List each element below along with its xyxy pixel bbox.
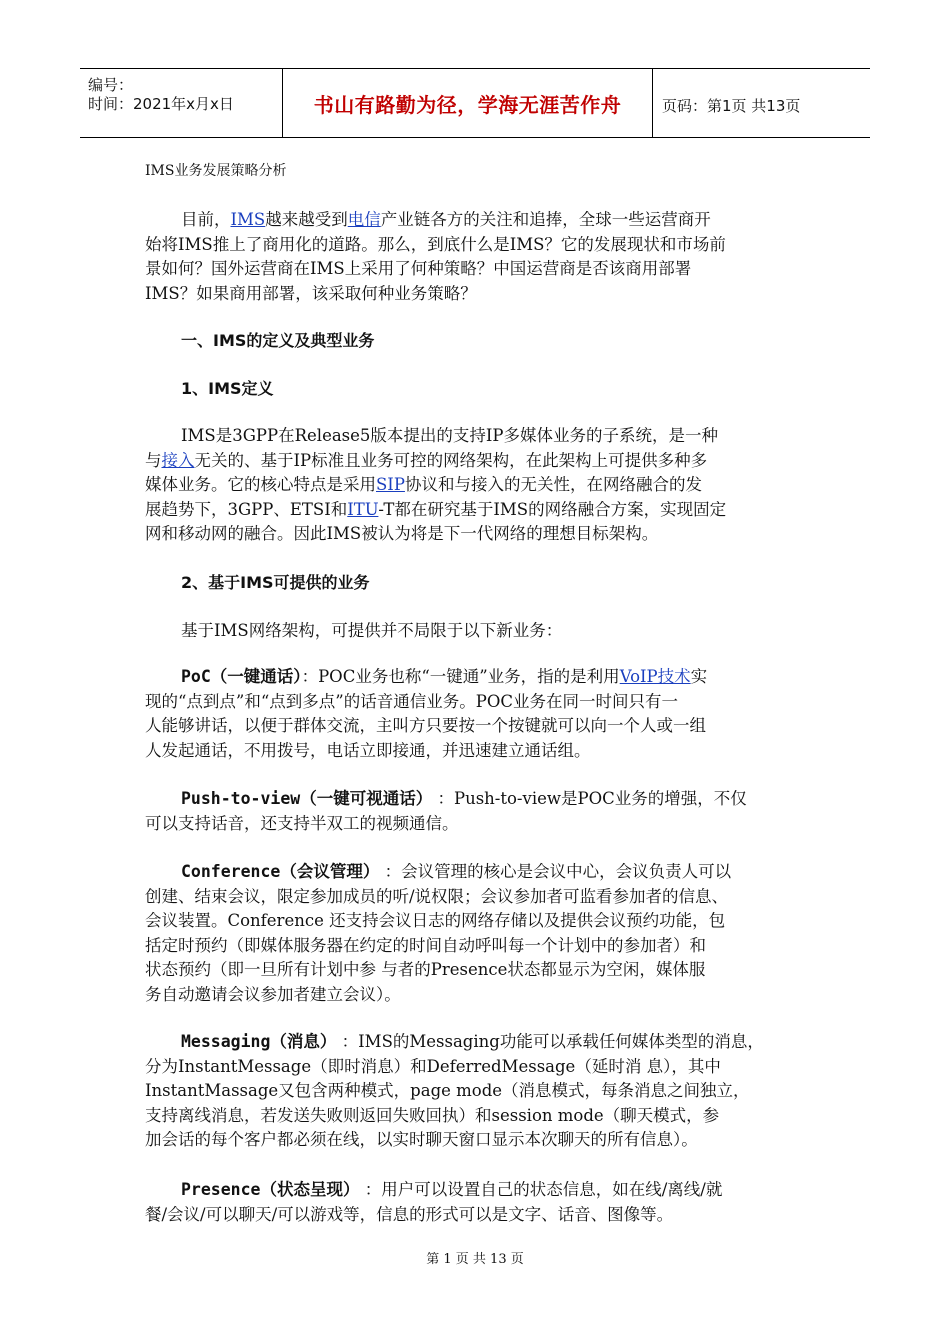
- text-line: 务自动邀请会议参加者建立会议）。: [145, 984, 401, 1004]
- time-label: 时间：2021年x月x日: [88, 95, 234, 113]
- header-meta-cell: [80, 69, 281, 137]
- text-line: 支持离线消息，若发送失败则返回失败回执）和session mode（聊天模式，参: [145, 1105, 720, 1125]
- definition-paragraph: [145, 424, 810, 547]
- subsection-heading: 2、基于IMS可提供的业务: [181, 573, 370, 592]
- document-title: IMS业务发展策略分析: [145, 163, 287, 179]
- text-line: [145, 860, 810, 885]
- text-line: IMS？如果商用部署，该采取何种业务策略？: [145, 283, 477, 303]
- header-motto-cell: [282, 69, 653, 137]
- ptv-term: Push-to-view（一键可视通话）: [181, 789, 433, 808]
- text-line: [145, 1030, 810, 1055]
- subsection-heading: 1、IMS定义: [181, 379, 274, 398]
- presence-term: Presence（状态呈现）: [181, 1180, 360, 1199]
- text-run: 实: [690, 667, 708, 686]
- text-line: 网和移动网的融合。因此IMS被认为将是下一代网络的理想目标架构。: [145, 524, 659, 543]
- services-intro: 基于IMS网络架构，可提供并不局限于以下新业务：: [181, 621, 563, 640]
- page-info: 页码：第1页 共13页: [662, 97, 801, 115]
- text-line: 创建、结束会议，限定参加成员的听/说权限；会议参加者可监看参加者的信息、: [145, 886, 729, 906]
- text-line: 景如何？国外运营商在IMS上采用了何种策略？中国运营商是否该商用部署: [145, 259, 692, 278]
- text-line: [145, 449, 810, 474]
- text-line: [145, 1178, 810, 1203]
- text-line: 括定时预约（即媒体服务器在约定的时间自动呼叫每一个计划中的参加者）和: [145, 935, 706, 955]
- text-line: [145, 473, 810, 498]
- sip-link[interactable]: SIP: [376, 475, 405, 494]
- text-run: ：Push-to-view是POC业务的增强，不仅: [432, 789, 747, 808]
- poc-paragraph: [145, 665, 810, 763]
- text-line: 分为InstantMessage（即时消息）和DeferredMessage（延时消 息），其中: [145, 1056, 721, 1076]
- text-line: [145, 787, 810, 812]
- text-run: 无关的、基于IP标准且业务可控的网络架构，在此架构上可提供多种多: [194, 450, 708, 470]
- text-line: 人发起通话，不用拨号，电话立即接通，并迅速建立通话组。: [145, 740, 591, 760]
- text-run: 目前，: [181, 210, 231, 229]
- text-line: InstantMassage又包含两种模式，page mode（消息模式，每条消息之间独立，: [145, 1081, 750, 1100]
- messaging-term: Messaging（消息）: [181, 1032, 337, 1051]
- text-line: 始将IMS推上了商用化的道路。那么，到底什么是IMS？它的发展现状和市场前: [145, 234, 726, 254]
- header-page-cell: [652, 69, 870, 137]
- text-line: IMS是3GPP在Release5版本提出的支持IP多媒体业务的子系统，是一种: [181, 426, 719, 445]
- text-run: ：IMS的Messaging功能可以承载任何媒体类型的消息，: [336, 1032, 764, 1051]
- telecom-link[interactable]: 电信: [347, 210, 381, 229]
- text-line: [145, 665, 810, 690]
- text-run: ：会议管理的核心是会议中心，会议负责人可以: [379, 862, 732, 881]
- text-line: 现的“点到点”和“点到多点”的话音通信业务。POC业务在同一时间只有一: [145, 691, 678, 711]
- text-run: 产业链各方的关注和追捧，全球一些运营商开: [380, 210, 711, 229]
- push-to-view-paragraph: [145, 787, 810, 836]
- text-line: 餐/会议/可以聊天/可以游戏等，信息的形式可以是文字、话音、图像等。: [145, 1204, 674, 1224]
- text-line: 加会话的每个客户都必须在线，以实时聊天窗口显示本次聊天的所有信息）。: [145, 1130, 698, 1149]
- intro-paragraph: [145, 208, 810, 306]
- number-label: 编号：: [88, 76, 134, 94]
- section-heading: 一、IMS的定义及典型业务: [181, 331, 375, 350]
- text-run: 协议和与接入的无关性，在网络融合的发: [404, 475, 702, 494]
- text-run: 与: [145, 450, 162, 470]
- access-link[interactable]: 接入: [161, 450, 195, 470]
- ims-link[interactable]: IMS: [230, 210, 266, 229]
- messaging-paragraph: [145, 1030, 810, 1153]
- text-run: ：用户可以设置自己的状态信息，如在线/离线/就: [359, 1180, 723, 1199]
- text-line: 会议装置。Conference 还支持会议日志的网络存储以及提供会议预约功能，包: [145, 911, 726, 930]
- text-run: ：POC业务也称“一键通”业务，指的是利用: [301, 667, 620, 686]
- presence-paragraph: [145, 1178, 810, 1227]
- text-line: 可以支持话音，还支持半双工的视频通信。: [145, 813, 459, 833]
- document-header: [80, 68, 870, 138]
- text-line: 状态预约（即一旦所有计划中参 与者的Presence状态都显示为空闲，媒体服: [145, 960, 706, 979]
- text-line: [145, 208, 810, 233]
- voip-link[interactable]: VoIP技术: [619, 667, 691, 686]
- text-line: [145, 498, 810, 523]
- text-run: 媒体业务。它的核心特点是采用: [145, 475, 376, 494]
- text-line: 人能够讲话，以便于群体交流，主叫方只要按一个按键就可以向一个人或一组: [145, 716, 706, 735]
- conference-paragraph: [145, 860, 810, 1007]
- text-run: 展趋势下，3GPP、ETSI和: [145, 499, 348, 519]
- text-run: -T都在研究基于IMS的网络融合方案，实现固定: [378, 499, 727, 519]
- page-footer: 第 1 页 共 13 页: [426, 1252, 524, 1267]
- motto: 书山有路勤为径，学海无涯苦作舟: [313, 93, 622, 117]
- itu-link[interactable]: ITU: [347, 499, 379, 519]
- text-run: 越来越受到: [265, 210, 348, 229]
- conference-term: Conference（会议管理）: [181, 862, 380, 881]
- poc-term: PoC（一键通话）: [181, 667, 302, 686]
